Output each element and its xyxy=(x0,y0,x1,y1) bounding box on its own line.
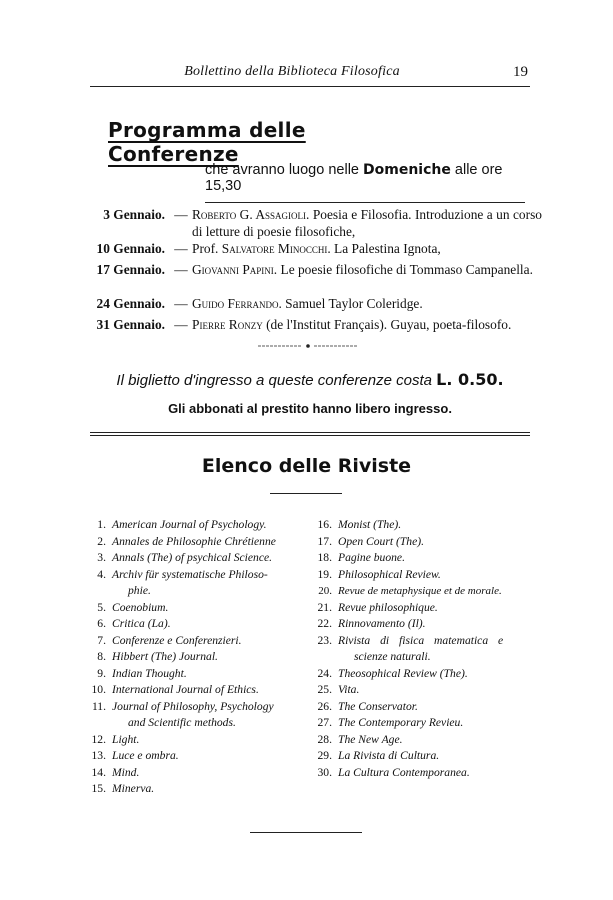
lecture-topic: Poesia e Filosofia. Introduzione a un corso di letture di poesie filosofiche, xyxy=(192,207,542,239)
journal-title: Theosophical Review (The). xyxy=(338,666,468,680)
journal-number: 11. xyxy=(91,699,106,713)
lecture-prefix: Prof. xyxy=(192,241,219,256)
journal-number: 19. xyxy=(317,567,332,581)
journal-number: 4. xyxy=(97,567,106,581)
journal-title: Archiv für systematische Philoso- xyxy=(112,567,268,581)
lecture-date: 24 Gennaio. xyxy=(96,296,165,311)
journal-number: 9. xyxy=(97,666,106,680)
journal-number: 8. xyxy=(97,650,106,663)
lecture-speaker: Pierre Ronzy xyxy=(192,317,263,332)
journal-title: and Scientific methods. xyxy=(128,716,236,729)
journal-title: Annales de Philosophie Chrétienne xyxy=(112,534,276,548)
journal-title: Revue philosophique. xyxy=(338,600,438,614)
journal-title: Indian Thought. xyxy=(112,666,187,680)
journal-title: Conferenze e Conferenzieri. xyxy=(112,633,242,647)
lecture-date: 31 Gennaio. xyxy=(96,317,165,332)
journal-number: 30. xyxy=(317,765,332,779)
journal-number: 22. xyxy=(317,617,332,630)
section-divider xyxy=(90,435,530,436)
journal-number: 26. xyxy=(317,699,332,713)
lecture-dash: — xyxy=(174,317,188,332)
journal-number: 12. xyxy=(91,732,106,746)
lecture-topic: Samuel Taylor Coleridge. xyxy=(285,296,423,311)
entry-fee-price: L. 0.50. xyxy=(436,370,504,389)
lecture-topic: La Palestina Ignota, xyxy=(334,241,441,256)
journal-number: 2. xyxy=(97,534,106,548)
lecture-date: 3 Gennaio. xyxy=(103,207,165,222)
journal-number: 14. xyxy=(91,765,106,779)
journal-title: Critica (La). xyxy=(112,617,171,630)
journal-title: Vita. xyxy=(338,683,360,696)
lecture-dash: — xyxy=(174,241,188,256)
journal-title: Pagine buone. xyxy=(338,551,405,564)
journal-title: Open Court (The). xyxy=(338,534,424,548)
journal-number: 29. xyxy=(317,749,332,762)
journal-title: The Contemporary Revieu. xyxy=(338,716,464,729)
journal-title: Annals (The) of psychical Science. xyxy=(112,551,273,564)
journal-title: The Conservator. xyxy=(338,699,418,713)
journal-number: 15. xyxy=(91,782,106,795)
lecture-speaker: Giovanni Papini. xyxy=(192,262,278,277)
lecture-speaker: Roberto G. Assagioli. xyxy=(192,207,310,222)
lecture-body xyxy=(192,295,542,312)
journal-title: Monist (The). xyxy=(338,518,402,531)
lecture-topic: Le poesie filosofiche di Tommaso Campanella. xyxy=(280,262,533,277)
lecture-dash: — xyxy=(174,262,188,277)
journal-title: International Journal of Ethics. xyxy=(112,683,259,696)
lecture-date: 10 Gennaio. xyxy=(96,241,165,256)
lecture-date: 17 Gennaio. xyxy=(96,262,165,277)
journal-number: 13. xyxy=(91,749,106,762)
journal-title: Journal of Philosophy, Psychology xyxy=(112,699,274,713)
lecture-topic: (de l'Institut Français). Guyau, poeta-filosofo. xyxy=(266,317,512,332)
running-title: Bollettino della Biblioteca Filosofica xyxy=(184,64,400,79)
journal-title: La Cultura Contemporanea. xyxy=(338,765,470,779)
journal-number: 27. xyxy=(317,716,332,729)
journal-number: 17. xyxy=(317,534,332,548)
journal-number: 16. xyxy=(317,518,332,531)
ornament-divider xyxy=(258,342,358,350)
programme-title: Programma delle Conferenze xyxy=(108,118,306,166)
journal-number: 3. xyxy=(97,551,106,564)
journal-number: 20. xyxy=(318,585,332,597)
journal-number: 23. xyxy=(317,633,332,647)
journal-title: Hibbert (The) Journal. xyxy=(112,650,218,663)
subscribers-note: Gli abbonati al prestito hanno libero ingresso. xyxy=(168,401,452,416)
page-number: 19 xyxy=(513,64,528,80)
journal-title: American Journal of Psychology. xyxy=(112,518,267,531)
bottom-rule xyxy=(250,832,362,833)
journal-title: Revue de metaphysique et de morale. xyxy=(338,585,502,597)
running-header xyxy=(90,64,530,87)
journal-number: 5. xyxy=(97,600,106,614)
journal-title: Light. xyxy=(112,732,140,746)
entry-fee-text: Il biglietto d'ingresso a queste conferenze costa xyxy=(116,372,432,389)
journal-number: 24. xyxy=(317,666,332,680)
lecture-body xyxy=(192,206,542,240)
journal-title: Mind. xyxy=(112,765,140,779)
lecture-speaker: Guido Ferrando. xyxy=(192,296,282,311)
journal-number: 21. xyxy=(317,600,332,614)
lecture-speaker: Salvatore Minocchi. xyxy=(221,241,331,256)
journal-number: 7. xyxy=(97,633,106,647)
subtitle-after: alle ore 15,30 xyxy=(205,162,503,194)
journal-title: The New Age. xyxy=(338,732,403,746)
lecture-body xyxy=(192,316,542,333)
journal-number: 28. xyxy=(317,732,332,746)
journal-number: 1. xyxy=(97,518,106,531)
journal-number: 6. xyxy=(97,617,106,630)
journal-title: phie. xyxy=(128,584,151,597)
section-divider xyxy=(90,432,530,433)
journal-title: scienze naturali. xyxy=(354,650,431,663)
journal-title: Coenobium. xyxy=(112,600,169,614)
subtitle-sundays: Domeniche xyxy=(363,162,451,178)
riviste-title: Elenco delle Riviste xyxy=(201,455,412,477)
lecture-dash: — xyxy=(174,207,188,222)
subtitle-before: che avranno luogo nelle xyxy=(205,162,359,178)
journal-title: La Rivista di Cultura. xyxy=(338,749,440,762)
riviste-title-underline xyxy=(270,493,342,494)
programme-subtitle xyxy=(205,162,525,203)
lecture-body xyxy=(192,261,542,278)
journal-number: 25. xyxy=(317,683,332,696)
journal-title: Minerva. xyxy=(112,782,155,795)
journal-title: Rinnovamento (Il). xyxy=(338,617,426,630)
journal-number: 10. xyxy=(91,683,106,696)
journal-title: Luce e ombra. xyxy=(112,749,179,762)
lecture-body xyxy=(192,240,542,257)
journal-title: Rivista di fisica matematica e xyxy=(338,633,504,647)
entry-fee-line xyxy=(60,370,560,389)
journal-title: Philosophical Review. xyxy=(338,567,441,581)
journal-number: 18. xyxy=(317,551,332,564)
lecture-dash: — xyxy=(174,296,188,311)
